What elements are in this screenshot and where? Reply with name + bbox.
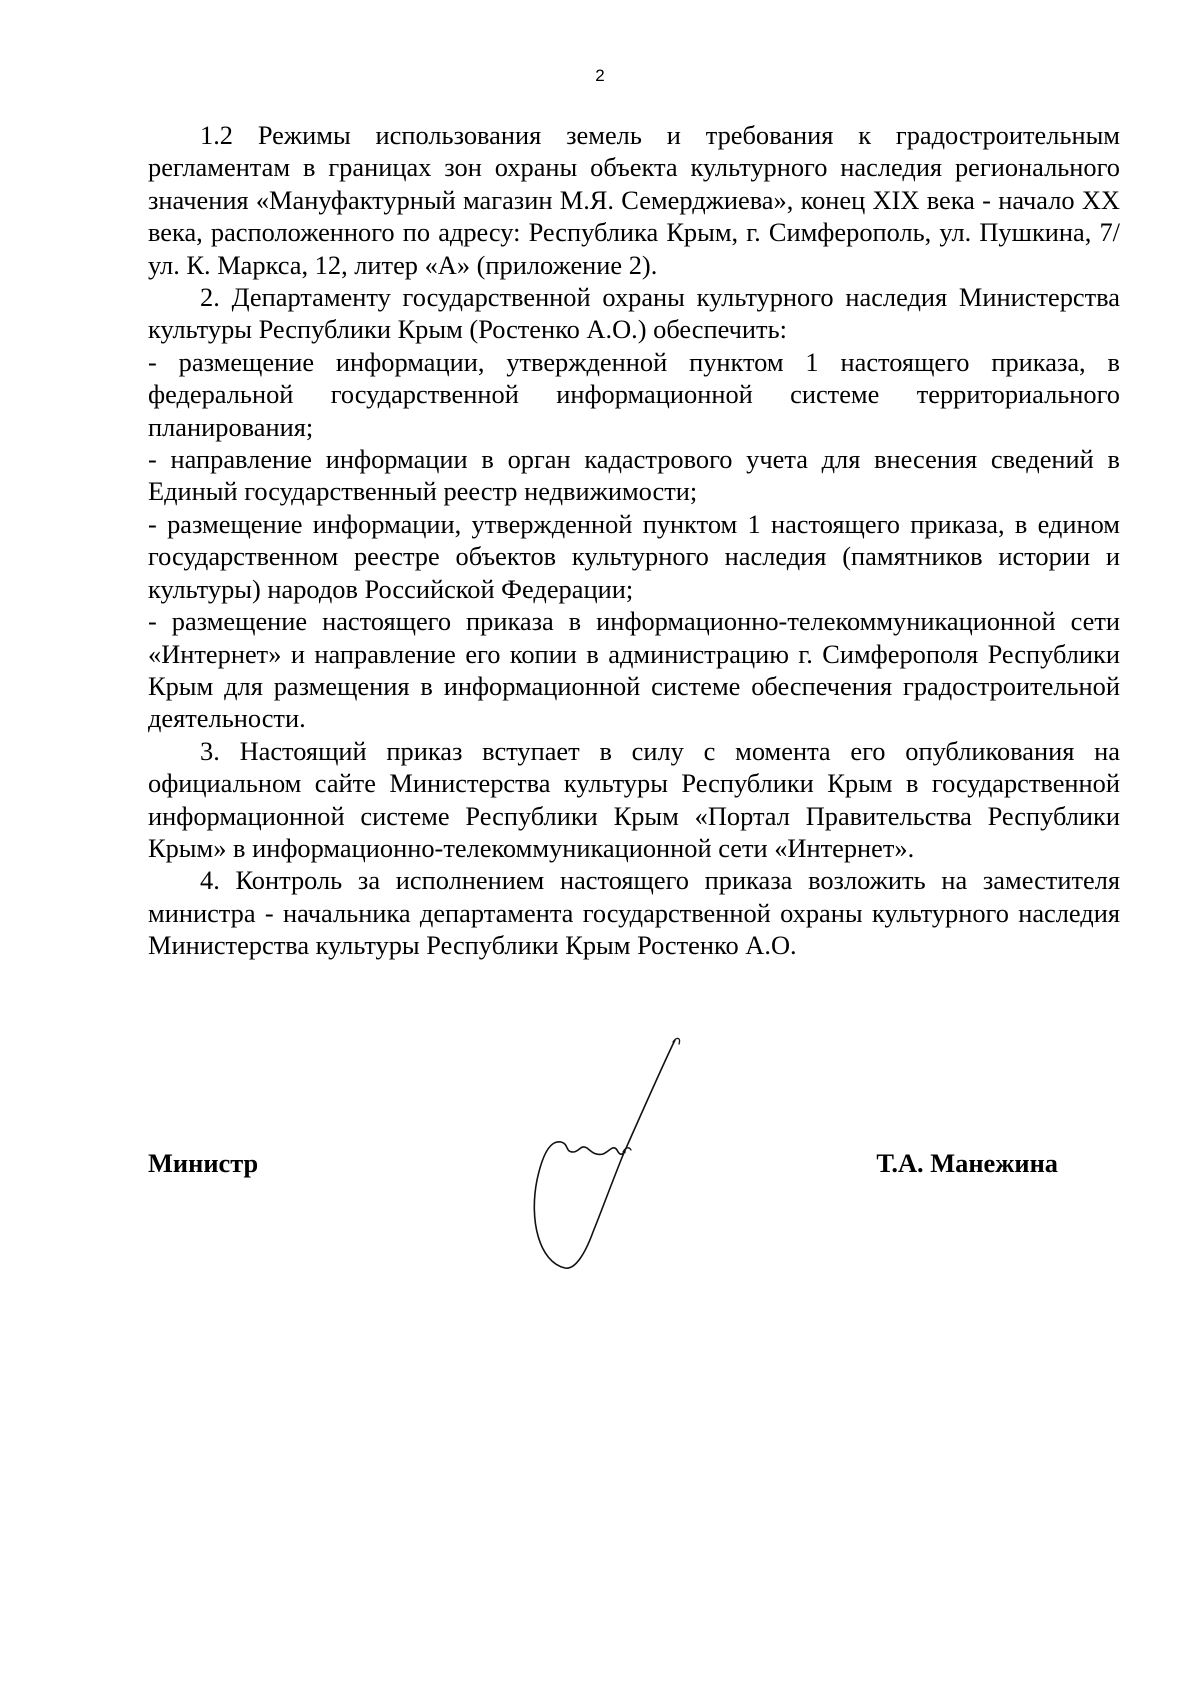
paragraph-3-effective-date: 3. Настоящий приказ вступает в силу с момента его опубликования на официальном сайте Министерства культуры Республики Крым в государственной информационной системе Республики Крым «Портал Правительства Республики Крым» в информационно-телекоммуникационной сети «Интернет». bbox=[148, 735, 1120, 863]
document-body bbox=[148, 119, 1120, 962]
list-item-internet-publication: - размещение настоящего приказа в информационно-телекоммуникационной сети «Интернет» и направление его копии в администрацию г. Симферополя Республики Крым для размещения в информационной системе обеспечения градостроительной деятельности. bbox=[148, 606, 1120, 734]
signer-name: Т.А. Манежина bbox=[876, 1148, 1058, 1178]
paragraph-2-department-duties: 2. Департаменту государственной охраны культурного наследия Министерства культуры Республики Крым (Ростенко А.О.) обеспечить: bbox=[148, 282, 1120, 345]
paragraph-1-2-land-use-regimes: 1.2 Режимы использования земель и требования к градостроительным регламентам в границах зон охраны объекта культурного наследия регионального значения «Мануфактурный магазин М.Я. Семерджиева», конец XIX века - начало XX века, расположенного по адресу: Республика Крым, г. Симферополь, ул. Пушкина, 7/ул. К. Маркса, 12, литер «А» (приложение 2). bbox=[148, 120, 1120, 280]
list-item-federal-system: - размещение информации, утвержденной пунктом 1 настоящего приказа, в федеральной государственной информационной системе территориального планирования; bbox=[148, 346, 1120, 442]
list-item-heritage-registry: - размещение информации, утвержденной пунктом 1 настоящего приказа, в едином государственном реестре объектов культурного наследия (памятников истории и культуры) народов Российской Федерации; bbox=[148, 508, 1120, 604]
list-item-cadastral-registry: - направление информации в орган кадастрового учета для внесения сведений в Единый государственный реестр недвижимости; bbox=[148, 444, 1120, 507]
handwritten-signature bbox=[525, 1030, 745, 1290]
page-number: 2 bbox=[595, 66, 605, 85]
signer-title: Министр bbox=[148, 1148, 259, 1178]
paragraph-4-control: 4. Контроль за исполнением настоящего приказа возложить на заместителя министра - начальника департамента государственной охраны культурного наследия Министерства культуры Республики Крым Ростенко А.О. bbox=[148, 865, 1120, 961]
